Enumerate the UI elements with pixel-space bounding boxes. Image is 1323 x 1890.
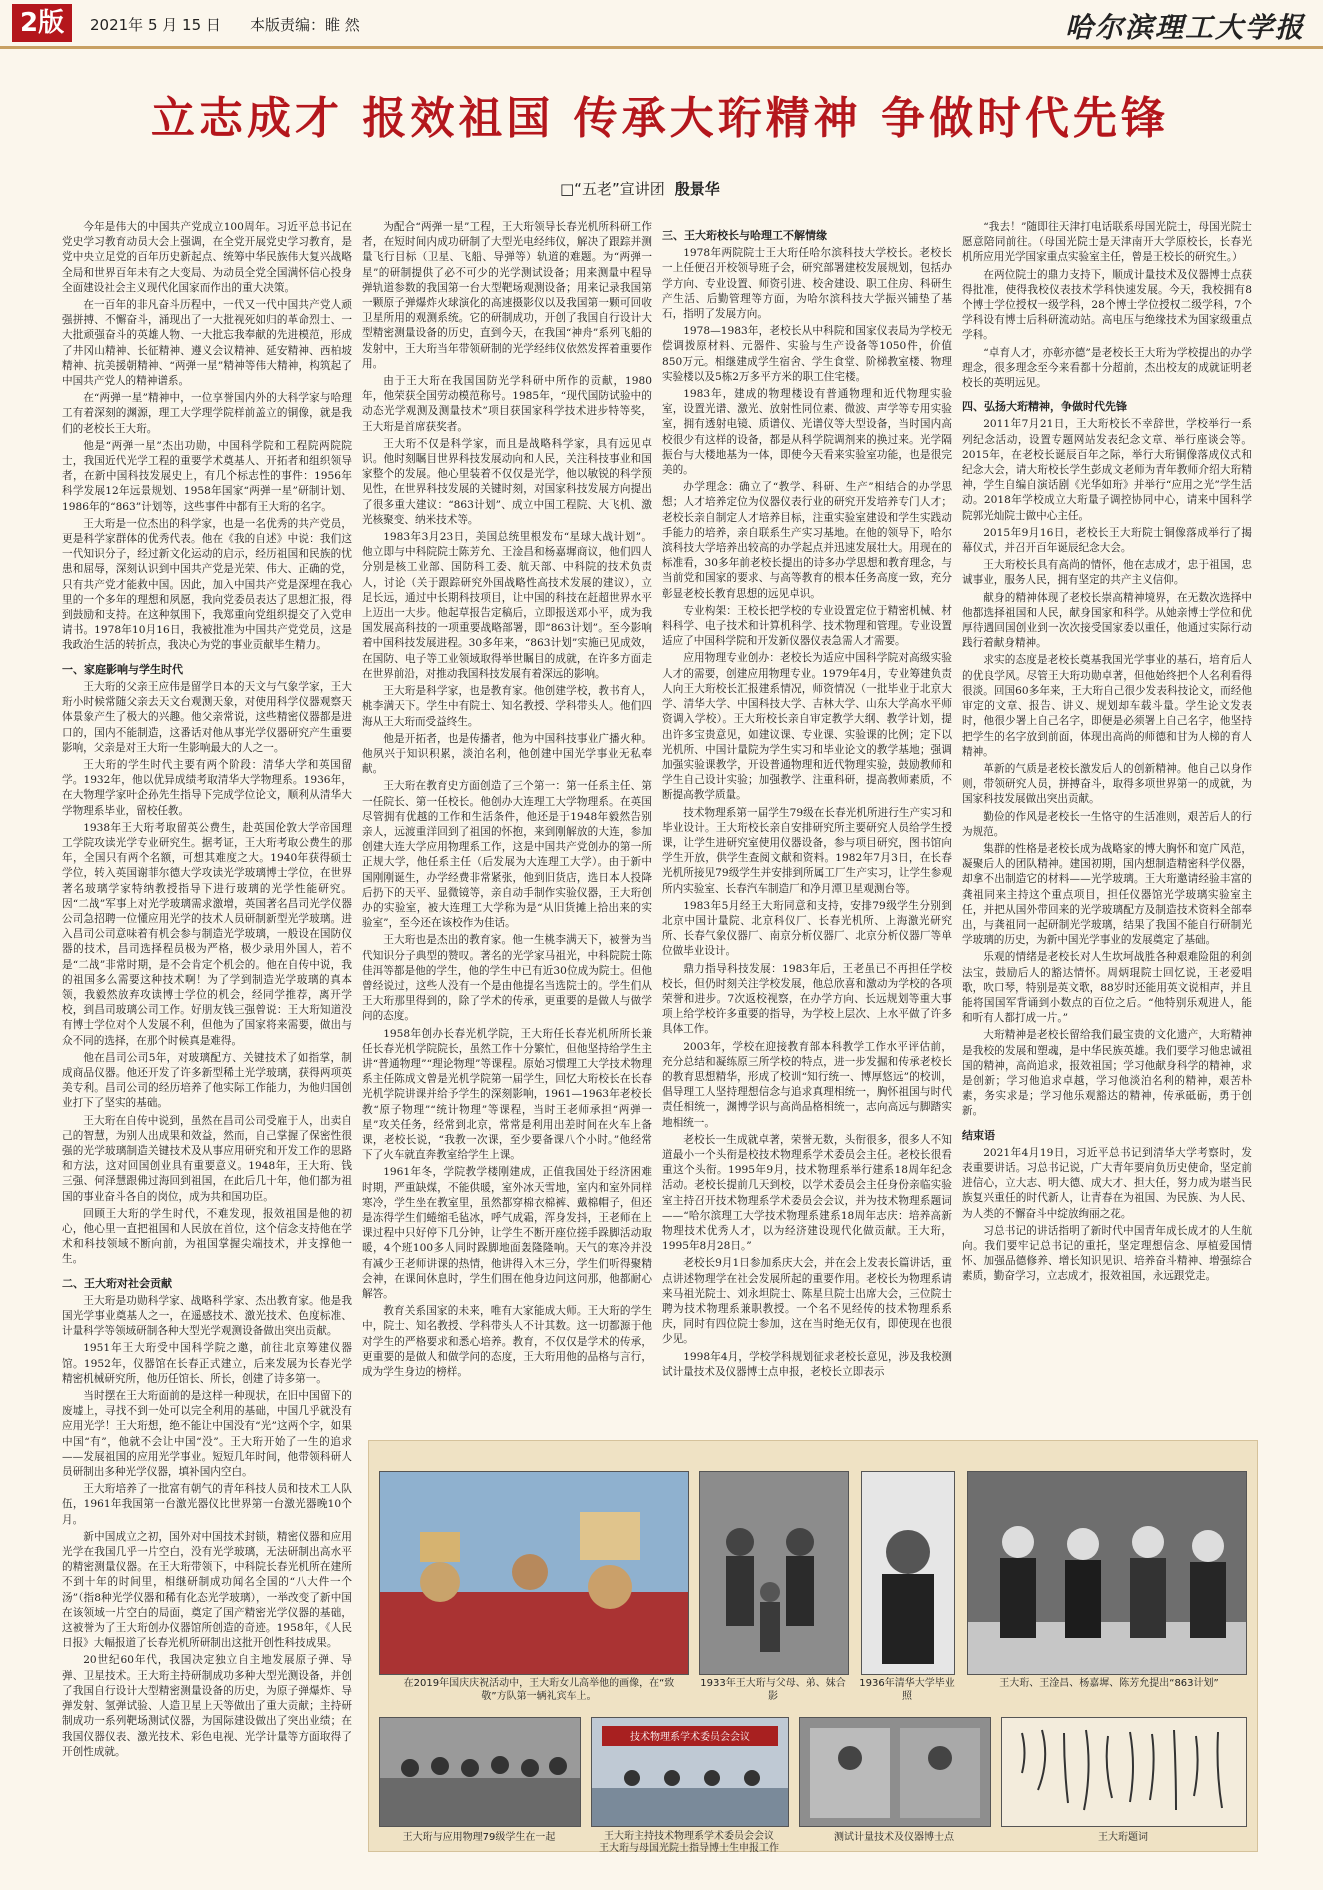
page-editor: 本版责编：睢 然 xyxy=(250,16,360,34)
paragraph: 大珩精神是老校长留给我们最宝贵的文化遗产，大珩精神是我校的发展和塑魂，是中华民族英雄。我们要学习他忠诚祖国的精神，高尚追求，报效祖国；学习他献身科学的精神，求是创新；学习他追求卓越，学习他淡泊名利的精神，艰苦朴素，务实求是；学习他乐观豁达的精神，传承砥砺，勇于创新。 xyxy=(962,1029,1252,1118)
paragraph: 在两位院士的鼎力支持下，顺成计量技术及仪器博士点获得批准，使得我校仪表技术学科快速发展。今天，我校拥有8个博士学位授权一级学科，28个博士学位授权二级学科，7个学科设有博士后科研流动站。高电压与绝缘技术为国家级重点学科。 xyxy=(962,268,1252,342)
paragraph: 他是“两弹一星”杰出功勋，中国科学院和工程院两院院士，我国近代光学工程的重要学术奠基人、开拓者和组织领导者，在新中国科技发展史上，有几个标志性的事件：1956年科学发展12年远景规划、1958年国家“两弹一星”研制计划、1986年的“863”计划等，这些事件中都有王大珩的名字。 xyxy=(62,439,352,513)
paragraph: 习总书记的讲话指明了新时代中国青年成长成才的人生航向。我们要牢记总书记的重托，坚定理想信念、厚植爱国情怀、加强品德修养、增长知识见识、培养奋斗精神、增强综合素质，勤奋学习，立志成才，报效祖国，永远跟党走。 xyxy=(962,1224,1252,1283)
photo-committee-meeting xyxy=(591,1717,789,1827)
paragraph: 王大珩校长具有高尚的情怀，他在志成才，忠于祖国，忠诚事业，服务人民，拥有坚定的共产主义信仰。 xyxy=(962,559,1252,587)
paragraph: 1983年，建成的物理楼设有普通物理和近代物理实验室，设置光谱、激光、放射性同位素、微波、声学等专用实验室，拥有透射电镜、质谱仪、光谱仪等大型设备，当时国内高校很少有这样的设备，都是从科学院调剂来的换过来。光学隔振台与大楼地基为一体，即使今天看来实验室功能，也是很完美的。 xyxy=(662,388,952,477)
photo-calligraphy xyxy=(1001,1717,1247,1827)
photo-graduation-1936 xyxy=(861,1471,955,1675)
paragraph: 新中国成立之初，国外对中国技术封锁，精密仪器和应用光学在我国几乎一片空白，没有光学玻璃，无法研制出高水平的精密测量仪器。在王大珩带领下，中科院长春光机所在建所不到十年的时间里，相继研制成功闻名全国的“八大件一个汤”（指8种光学仪器和稀有化态光学玻璃），一举改变了新中国在该领域一片空白的局面，奠定了国产精密光学仪器的基础，这被誉为了王大珩创办仪器馆所创造的奇迹。1958年，《人民日报》大幅报道了长春光机所研制出这批开创性科技成果。 xyxy=(62,1530,352,1650)
paragraph: 献身的精神体现了老校长崇高精神境界，在无数次选择中他都选择祖国和人民，献身国家和科学。从她亲博士学位和优厚待遇回国创业到一次次接受国家委以重任，他通过实际行动践行着献身精神。 xyxy=(962,591,1252,650)
paragraph: 由于王大珩在我国国防光学科研中所作的贡献，1980年，他荣获全国劳动模范称号。1985年，“现代国防试验中的动态光学观测及测量技术”项目获国家科学技术进步特等奖，王大珩是首席获奖者。 xyxy=(362,375,652,433)
paragraph: 集群的性格是老校长成为战略家的博大胸怀和宽广风范，凝聚后人的团队精神。建国初期，国内想制造精密科学仪器，却拿不出制造它的材料——光学玻璃。王大珩邀请经验丰富的龚祖同来主持这个重点项目，担任仪器馆光学玻璃实验室主任，并把从国外带回来的光学玻璃配方及制造技术资料全部奉出，与龚祖同一起研制光学玻璃，结果了我国不能自行研制光学玻璃的历史，为新中国光学事业的发展奠定了基础。 xyxy=(962,842,1252,947)
calligraphy-text: 我为哈尔滨理工大学题词 培养高新技术人才 为经济建设服务 王大珩 xyxy=(1109,1818,1139,1819)
page-headline: 立志成才 报效祖国 传承大珩精神 争做时代先锋 xyxy=(151,93,1169,144)
section-heading: 一、家庭影响与学生时代 xyxy=(62,662,183,676)
paragraph: 在一百年的非凡奋斗历程中，一代又一代中国共产党人顽强拼搏、不懈奋斗，涌现出了一大批视死如归的革命烈士、一大批顽强奋斗的英雄人物、一大批忘我奉献的先进模范，形成了井冈山精神、长征精神、遵义会议精神、延安精神、西柏坡精神、抗美援朝精神、“两弹一星”精神等伟大精神，构筑起了中国共产党人的精神谱系。 xyxy=(62,299,352,388)
photo-caption: 王大珩主持技术物理系学术委员会会议 xyxy=(604,1831,774,1842)
paragraph: 办学理念：确立了“教学、科研、生产”相结合的办学思想；人才培养定位为仪器仪表行业的研究开发培养专门人才；老校长亲自制定人才培养目标，注重实验室建设和学生实践动手能力的培养，亲自联系生产实习基地。在他的领导下，哈尔滨科技大学培养出较高的办学起点并迅速发展壮大。用现在的标准看，30多年前老校长提出的诗多办学思想和教育理念，与当前党和国家的要求、与高等教育的根本任务高度一致，充分彰显老校长教育思想的远见卓识。 xyxy=(662,481,952,600)
paragraph: 今年是伟大的中国共产党成立100周年。习近平总书记在党史学习教育动员大会上强调，在全党开展党史学习教育，是党中央立足党的百年历史新起点、统筹中华民族伟大复兴战略全局和世界百年未有之大变局、为动员全党全国满怀信心投身全面建设社会主义现代化国家而作出的重大决策。 xyxy=(62,221,352,294)
paragraph: 2011年7月21日，王大珩校长不幸辞世，学校举行一系列纪念活动，设置专题网站发表纪念文章、举行座谈会等。2015年，在老校长诞辰百年之际，举行大珩铜像落成仪式和纪念大会，请大珩校长学生彭成文老师为青年教师介绍大珩精神，学生自编自演话剧《光华如珩》并举行“应用之光”学生活动。2018年学校成立大珩量子调控协同中心，请来中国科学院郭光灿院士做中心主任。 xyxy=(962,418,1252,522)
photo-caption: 1936年清华大学毕业照 xyxy=(859,1678,955,1702)
photo-caption: 1933年王大珩与父母、弟、妹合影 xyxy=(700,1678,846,1702)
paragraph: 教育关系国家的未来，唯有大家能成大师。王大珩的学生中，院士、知名教授、学科带头人不计其数。这一切都源于他对学生的严格要求和悉心培养。教育，不仅仅是学术的传承，更重要的是做人和做学问的态度，王大珩用他的品格与言行，成为学生身边的榜样。 xyxy=(362,1305,652,1379)
paragraph: 老校长9月1日参加系庆大会，并在会上发表长篇讲话，重点讲述物理学在社会发展所起的重要作用。老校长为物理系请来马祖光院士、刘永坦院士、陈星旦院士出席大会，三位院士聘为技术物理系兼职教授。一个名不见经传的技术物理系系庆，同时有四位院士参加，这在当时绝无仅有，即使现在也很少见。 xyxy=(662,1257,952,1346)
paragraph: 他是开拓者，也是传播者，他为中国科技事业广播火种。他夙兴于知识积累，淡泊名利，他创建中国光学事业无私奉献。 xyxy=(362,732,652,776)
newspaper-name: 哈尔滨理工大学报 xyxy=(1064,11,1305,44)
issue-date: 2021年 5 月 15 日 xyxy=(90,16,221,34)
article-column-1 xyxy=(62,220,352,1770)
paragraph: “卓育人才，亦彰亦德”是老校长王大珩为学校提出的办学理念，很多理念至今来看都十分超前，杰出校友的成就证明老校长的英明远见。 xyxy=(962,346,1252,390)
paragraph: 1983年5月经王大珩同意和支持，安排79级学生分别到北京中国计量院、北京科仪厂、长春光机所、上海激光研究所、长春气象仪器厂、南京分析仪器厂、北京分析仪器厂等单位做毕业设计。 xyxy=(662,899,952,958)
masthead xyxy=(0,0,1323,49)
paragraph: 鼎力指导科技发展：1983年后，王老虽已不再担任学校校长，但仍时刻关注学校发展，他总欣喜和激动为学校的各项荣誉和进步。7次返校视察，在办学方向、长远规划等重大事项上给学校许多重要的指导，为学校上层次、上水平做了许多具体工作。 xyxy=(662,962,952,1036)
photo-parade-float xyxy=(379,1471,689,1675)
paragraph: 王大珩的学生时代主要有两个阶段：清华大学和英国留学。1932年，他以优异成绩考取清华大学物理系。1936年，在大物理学家叶企孙先生指导下完成学位论文，顺利从清华大学物理系毕业，留校任教。 xyxy=(62,758,352,817)
paragraph: 王大珩不仅是科学家，而且是战略科学家，具有远见卓识。他时刻瞩目世界科技发展动向和人民，关注科技事业和国家整个的发展。他心里装着不仅仅是光学，他以敏锐的科学预见性，在世界科技发展的关键时刻，对国家科技发展方向提出了很多重大建议：“863计划”、成立中国工程院、大飞机、激光核聚变、纳米技术等。 xyxy=(362,437,652,526)
paragraph: 王大珩是功勋科学家、战略科学家、杰出教育家。他是我国光学事业奠基人之一，在遥感技术、激光技术、色度标准、计量科学等领域研制各种大型光学观测设备做出突出贡献。 xyxy=(62,1294,352,1338)
article-column-4 xyxy=(962,220,1252,1425)
photo-caption: 测试计量技术及仪器博士点 xyxy=(834,1832,954,1843)
paragraph: 王大珩的父亲王应伟是留学日本的天文与气象学家，王大珩小时候常随父亲去天文台观测天象，对使用科学仪器观察天体景象产生了极大的兴趣。他父亲常说，这些精密仪器都是进口的，国内不能制造，这番话对他从事光学仪器研究产生重要影响，父亲是对王大珩一生影响最大的人之一。 xyxy=(62,680,352,754)
photo-students-79 xyxy=(379,1717,581,1827)
paragraph: 1951年王大珩受中国科学院之邀，前往北京筹建仪器馆。1952年，仪器馆在长春正式建立，后来发展为长春光学精密机械研究所，他历任馆长、所长，创建了诗多第一。 xyxy=(62,1342,352,1385)
byline xyxy=(560,178,720,199)
paragraph: 应用物理专业创办：老校长为适应中国科学院对高级实验人才的需要，创建应用物理专业。1979年4月，专业筹建负责人向王大珩校长汇报建系情况，师资情况（一批毕业于北京大学、清华大学、中国科技大学、吉林大学、山东大学高水平师资调入学校）。王大珩校长亲自审定教学大纲、教学计划，提出许多宝贵意见，如建议课、专业课、实验课的比例；定下以光机所、中国计量院为学生实习和毕业论文的教学基地；强调加强实验课教学，开设普通物理和近代物理实验，鼓励教师和学生自己设计实验；加强教学、注重科研，提高教师素质，不断提高教学质量。 xyxy=(662,652,952,802)
paragraph: 回顾王大珩的学生时代，不难发现，报效祖国是他的初心，他心里一直把祖国和人民放在首位，这个信念支持他在学术和科技领域不断向前，为祖国掌握尖端技术，并支撑他一生。 xyxy=(62,1207,352,1266)
paragraph: 为配合“两弹一星”工程，王大珩领导长春光机所科研工作者，在短时间内成功研制了大型光电经纬仪，解决了跟踪并测量飞行目标（卫星、飞船、导弹等）轨道的难题。为“两弹一星”的研制提供了必不可少的光学测试设备；用来测量中程导弹轨道参数的我国第一台大型靶场观测设备；用来记录我国第一颗原子弹爆炸火球演化的高速摄影仪以及我国第一颗可回收卫星所用的观测系统。它的研制成功，开创了我国自行设计大型精密测量设备的历史，直到今天，在我国“神舟”系列飞船的发射中，王大珩当年带领研制的光学经纬仪依然发挥着重要作用。 xyxy=(362,221,652,370)
paragraph: “我去！”随即往天津打电话联系母国光院士，母国光院士愿意陪同前往。（母国光院士是天津南开大学原校长，长春光机所应用光学国家重点实验室主任，曾是王校长的研究生。） xyxy=(962,221,1252,264)
photo-caption: 在2019年国庆庆祝活动中，王大珩女儿高举他的画像，在“致敬”方队第一辆礼宾车上。 xyxy=(403,1678,675,1702)
paragraph: 王大珩是一位杰出的科学家，也是一名优秀的共产党员，更是科学家群体的优秀代表。他在《我的自述》中说：我们这一代知识分子，经过新文化运动的启示，经历祖国和民族的忧患和屈辱，深刻认识到中国共产党是光荣、伟大、正确的党，只有共产党才能救中国。因此，加入中国共产党是深埋在我心里的一个多年的理想和夙愿，我向党委员表达了思想汇报，得到鼓励和支持。在这种氛围下，我郑重向党组织提交了入党申请书。1978年10月16日，我被批准为中国共产党党员，这是我政治生活的转折点，我决心为党的事业贡献毕生精力。 xyxy=(62,517,352,652)
section-heading: 四、弘扬大珩精神，争做时代先锋 xyxy=(962,400,1127,414)
article-column-3 xyxy=(662,220,952,1425)
paragraph: 1978—1983年，老校长从中科院和国家仪表局为学校无偿调拨原材料、元器件、实验与生产设备等1050件，价值850万元。相继建成学生宿舍、学生食堂、阶梯教室楼、物理实验楼以及5栋2万多平方米的职工住宅楼。 xyxy=(662,325,952,383)
paragraph: 王大珩在教育史方面创造了三个第一：第一任系主任、第一任院长、第一任校长。他创办大连理工大学物理系。在英国尽管拥有优越的工作和生活条件，他还是于1948年毅然告别亲人，远渡重洋回到了祖国的怀抱，来到刚解放的大连，参加创建大连大学应用物理系工作，这是中国共产党创办的第一所正规大学，他任系主任（后发展为大连理工大学）。由于新中国刚刚诞生，办学经费非常紧张，他到旧货店，选日本人投降后扔下的天平、显微镜等，亲自动手制作实验仪器，王大珩创办的实验室，被大连理工大学称为是“从旧货摊上拾出来的实验室”，至今还在该校作为佳话。 xyxy=(362,780,652,930)
paragraph: 2003年，学校在迎接教育部本科教学工作水平评估前，充分总结和凝练原三所学校的特点，进一步发掘和传承老校长的教育思想精华，形成了校训“知行统一、博厚悠远”的校训，倡导理工人坚持理想信念与追求真理相统一，胸怀祖国与时代责任相统一，渊博学识与高尚品格相统一，志向高远与脚踏实地相统一。 xyxy=(662,1040,952,1129)
paragraph: 在“两弹一星”精神中，一位享誉国内外的大科学家与哈理工有着深刻的渊源，理工大学理学院样前盖立的铜像，就是我们的老校长王大珩。 xyxy=(62,392,352,435)
paragraph: 1938年王大珩考取留英公费生，赴英国伦敦大学帝国理工学院攻读光学专业研究生。据考证，王大珩考取公费生的那年，全国只有两个名额，可想其难度之大。1940年获得硕士学位，转入英国谢菲尔德大学攻读光学玻璃博士学位，在世界著名玻璃学家特纳教授指导下进行玻璃的光学性能研究。因“二战”军事上对光学玻璃需求激增，英国著名昌司光学仪器公司急招聘一位懂应用光学的技术人员研制新型光学玻璃。进入昌司公司意味着有机会参与制造光学玻璃，一般设在国防仪器的技术，昌司选择程员极为严格，极少录用外国人，若不是“二战”非常时期，是不会肯定个机会的。他在自传中说，我的祖国多么需要这种技术啊！为了学到制造光学玻璃的真本领，我毅然放弃攻读博士学位的机会，经同学推荐，离开学校，到昌司玻璃公司工作。好朋友钱三强曾说：王大珩知道没有博士学位对个人发展不利，但他为了国家将来需要，做出与众不同的选择，在那个时候真是难得。 xyxy=(62,821,352,1047)
paragraph: 1983年3月23日，美国总统里根发布“星球大战计划”。他立即与中科院院士陈芳允、王淦昌和杨嘉墀商议，他们四人分别是核工业部、国防科工委、航天部、中科院的技术负责人，讨论（关于跟踪研究外国战略性高技术发展的建议），立足长远，通过中长期科技项目，让中国的科技在赶超世界水平上迈出一大步。他起草报告定稿后，立即报送邓小平，成为我国发展高科技的一项重要战略部署，即“863计划”。至今影响着中国科技发展进程。30多年来，“863计划”实施已见成效，在国防、电子等工业领域取得举世瞩目的成就，在许多方面走在世界前沿，对推动我国科技发展有着深远的影响。 xyxy=(362,531,652,680)
paragraph: 王大珩也是杰出的教育家。他一生桃李满天下，被誉为当代知识分子典型的赞叹。著名的光学家马祖光，中科院院士陈佳洱等都是他的学生，他的学生中已有近30位成为院士。但他曾经说过，这些人没有一个是由他提名当选院士的。学生们从王大珩那里得到的，除了学术的传承，更重要的是做人与做学问的态度。 xyxy=(362,934,652,1023)
photo-caption: 王大珩题词 xyxy=(1098,1832,1148,1843)
paragraph: 老校长一生成就卓著，荣誉无数，头衔很多，很多人不知道最小一个头衔是校技术物理系学术委员会主任。老校长很看重这个头衔。1995年9月，技术物理系举行建系18周年纪念活动。老校长提前几天到校，以学术委员会主任身份亲临实验室主持召开技术物理系学术委员会会议，并为技术物理系题词——“哈尔滨理工大学技术物理系建系18周年志庆：培养高新物理技术优秀人才，以为经济建设现代化做贡献。王大珩，1995年8月28日。” xyxy=(662,1133,952,1253)
paragraph: 2021年4月19日，习近平总书记到清华大学考察时，发表重要讲话。习总书记说，广大青年要肩负历史使命，坚定前进信心，立大志、明大德、成大才、担大任，努力成为堪当民族复兴重任的时代新人，让青春在为祖国、为民族、为人民、为人类的不懈奋斗中绽放绚丽之花。 xyxy=(962,1146,1252,1220)
paragraph: 20世纪60年代，我国决定独立自主地发展原子弹、导弹、卫星技术。王大珩主持研制成功多种大型光测设备，并创了我国自行设计大型精密测量设备的历史，为原子弹爆炸、导弹发射、氢弹试验、人造卫星上天等做出了重大贡献；主持研制成功一系列靶场测试仪器，为国际建设做出了突出业绩；在我国仪器仪表、激光技术、彩色电视、光学计量等方面取得了开创性成就。 xyxy=(62,1654,352,1758)
photo-caption: 王大珩、王淦昌、杨嘉墀、陈芳允提出“863计划” xyxy=(999,1678,1219,1689)
edition-badge: 2版 xyxy=(12,4,72,42)
paragraph: 技术物理系第一届学生79级在长春光机所进行生产实习和毕业设计。王大珩校长亲自安排研究所主要研究人员给学生授课，让学生进研究室使用仪器设备，参与项目研究，图书馆向学生开放，供学生查阅文献和资料。1982年7月3日，在长春光机所接见79级学生并安排到所属工厂生产实习，让学生参观所内实验室、长春汽车制造厂和净月潭卫星观测台等。 xyxy=(662,806,952,895)
photo-caption: 王大珩与母国光院士指导博士生申报工作 xyxy=(599,1843,779,1854)
banner-text: 技术物理系学术委员会会议 xyxy=(630,1732,750,1743)
paragraph: 求实的态度是老校长奠基我国光学事业的基石，培育后人的优良学风。尽管王大珩功勋卓著，但他始终把个人名利看得很淡。回国60多年来，王大珩自己很少发表科技论文，而经他审定的文章、报告、讲义、规划却车载斗量。学生论文发表时，他很少署上自己名字，即便是必须署上自己名字，他坚持把学生的名字放到前面，体现出高尚的师德和甘为人梯的育人精神。 xyxy=(962,654,1252,758)
paragraph: 他在昌司公司5年，对玻璃配方、关键技术了如指掌，制成商品仪器。他还开发了许多新型稀土光学玻璃，获得两项英美专利。昌司公司的经历培养了他实际工作能力，为他归国创业打下了坚实的基础。 xyxy=(62,1051,352,1110)
paragraph: 乐观的情绪是老校长对人生坎坷战胜各种艰难险阻的利剑法宝，鼓励后人的豁达情怀。周炳琨院士回忆说，王老爱唱歌，吹口琴，特别是英文歌，88岁时还能用英文说相声，并且能将国国军背诵到小数点的百位之后。“他特别乐观进人，能和听有人都打成一片。” xyxy=(962,951,1252,1025)
paragraph: 2015年9月16日，老校长王大珩院士铜像落成举行了揭幕仪式，并召开百年诞辰纪念大会。 xyxy=(962,526,1252,555)
paragraph: 1978年两院院士王大珩任哈尔滨科技大学校长。老校长一上任便召开校领导班子会，研究部署建校发展规划，包括办学方向、专业设置、师资引进、校舍建设、职工住房、科研生产生活、后勤管理等方面，为哈尔滨科技大学振兴铺垫了基石，指明了发展方向。 xyxy=(662,247,952,321)
paragraph: 革新的气质是老校长激发后人的创新精神。他自己以身作则，带领研究人员，拼搏奋斗，取得多项世界第一的成就，为国家科技发展做出突出贡献。 xyxy=(962,762,1252,806)
section-heading: 三、王大珩校长与哈理工不解情缘 xyxy=(662,229,827,242)
byline-group: □“五老”宣讲团 xyxy=(560,180,665,198)
article-column-2 xyxy=(362,220,652,1425)
photo-doctorate-program xyxy=(799,1717,991,1827)
photo-gallery xyxy=(368,1440,1258,1852)
paragraph: 专业构架：王校长把学校的专业设置定位于精密机械、材料科学、电子技术和计算机科学、技术物理和管理。专业设置适应了中国科学院和开发新仪器仪表急需人才需要。 xyxy=(662,604,952,648)
paragraph: 王大珩在自传中说到，虽然在昌司公司受雇于人，出卖自己的智慧，为别人出成果和效益，然而，自己掌握了保密性很强的光学玻璃制造关键技术及从事应用研究和开发工作的思路和方法，这对回国创业具有重要意义。1948年，王大珩、钱三强、何泽慧跟佛过海回到祖国，在此后几十年，他们都为祖国的事业奋斗各自的岗位，成为共和国功臣。 xyxy=(62,1114,352,1203)
paragraph: 王大珩培养了一批富有朝气的青年科技人员和技术工人队伍，1961年我国第一台激光器仪比世界第一台激光器晚10个月。 xyxy=(62,1483,352,1526)
photo-caption: 王大珩与应用物理79级学生在一起 xyxy=(402,1832,556,1843)
paragraph: 1998年4月，学校学科规划征求老校长意见，涉及我校测试计量技术及仪器博士点申报，老校长立即表示 xyxy=(662,1350,952,1378)
section-heading: 二、王大珩对社会贡献 xyxy=(62,1276,172,1290)
photo-863-plan xyxy=(967,1471,1247,1675)
byline-author: 殷景华 xyxy=(674,180,720,198)
paragraph: 1961年冬，学院教学楼刚建成，正值我国处于经济困难时期，严重缺煤，不能供暖，室外冰天雪地，室内和室外同样寒冷，学生坐在教室里，虽然都穿棉衣棉裤、戴棉帽子，但还是冻得学生们蜷缩毛毡冰，呼气成霜，浑身发抖，王老师在上课过程中只好停下几分钟，让学生不断开座位搓手跺脚活动取暖，4个班100多人同时跺脚地面轰隆隆响。天气的寒冷并没有减少王老师讲课的热情，他讲得入木三分，学生们听得聚精会神，在课间休息时，学生们围在他身边问这问那，他都耐心解答。 xyxy=(362,1166,652,1301)
photo-family-1933 xyxy=(699,1471,849,1675)
section-heading: 结束语 xyxy=(962,1128,995,1142)
paragraph: 勤俭的作风是老校长一生恪守的生活准则，艰苦后人的行为规范。 xyxy=(962,810,1252,838)
paragraph: 王大珩是科学家，也是教育家。他创建学校，教书育人，桃李满天下。学生中有院士、知名教授、学科带头人。他们四海从王大珩而受益终生。 xyxy=(362,685,652,728)
paragraph: 1958年创办长春光机学院，王大珩任长春光机所所长兼任长春光机学院院长，虽然工作十分繁忙，但他坚持给学生主讲“普通物理”“理论物理”等课程。原始习惯理工大学技术物理系主任陈成文曾是光机学院第一届学生，回忆大珩校长在长春光机学院讲课并给予学生的深刻影响，1961—1963年老校长教“原子物理”“统计物理”等课程，当时王老师承担“两弹一星”攻关任务，经常到北京，常常是利用出差时间在火车上备课，老校长说，“我教一次课，至少要备课八个小时。”他经常下了火车就直奔教室给学生上课。 xyxy=(362,1027,652,1162)
photo-caption-pair xyxy=(587,1831,791,1855)
paragraph: 当时摆在王大珩面前的是这样一种现状，在旧中国留下的废墟上，寻找不到一处可以完全利用的基础，中国几乎就没有应用光学！王大珩想，绝不能让中国没有“光”这两个字，如果中国“有”，他就不会让中国“没”。王大珩开始了一生的追求——发展祖国的应用光学事业。短短几年时间，他带领科研人员研制出多种光学仪器，填补国内空白。 xyxy=(62,1390,352,1479)
